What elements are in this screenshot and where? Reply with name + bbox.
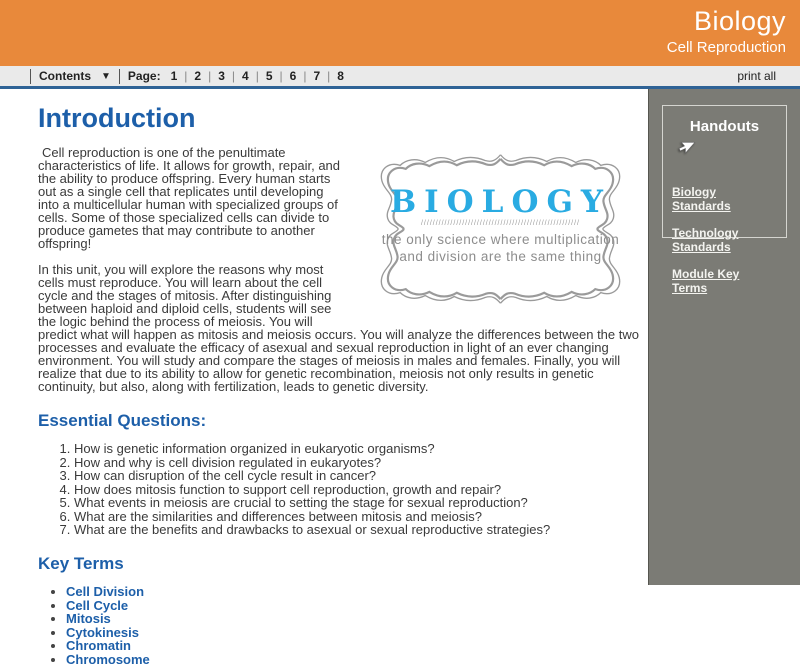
question-item: 1. How is genetic information organized in eukaryotic organisms? bbox=[74, 442, 642, 455]
list-item bbox=[66, 653, 642, 666]
badge-caption-line2: and division are the same thing bbox=[399, 249, 602, 264]
page-number-link-3[interactable]: 3 bbox=[218, 69, 225, 83]
key-terms-list bbox=[38, 585, 642, 666]
header-title: Biology bbox=[693, 6, 786, 36]
question-item: 6. What are the similarities and differences between mitosis and meiosis? bbox=[74, 510, 642, 523]
question-item: 2. How and why is cell division regulated in eukaryotes? bbox=[74, 456, 642, 469]
key-term-link-cytokinesis[interactable]: Cytokinesis bbox=[66, 624, 139, 640]
page-separator: | bbox=[184, 69, 188, 83]
key-terms-heading: Key Terms bbox=[38, 554, 124, 573]
badge-caption-line1: the only science where multiplication bbox=[381, 232, 620, 247]
nav-divider bbox=[119, 69, 120, 84]
page-number-link-1[interactable]: 1 bbox=[170, 69, 178, 83]
question-item: 5. What events in meiosis are crucial to setting the stage for sexual reproduction? bbox=[74, 496, 642, 509]
list-item bbox=[66, 612, 642, 625]
print-all-link[interactable]: print all bbox=[737, 69, 776, 83]
handouts-box bbox=[662, 105, 787, 295]
page-separator: | bbox=[327, 69, 331, 83]
badge-divider-slashes: ////////////////////////////////////////////////////// bbox=[420, 220, 581, 227]
header-subtitle: Cell Reproduction bbox=[666, 39, 786, 56]
biology-badge bbox=[359, 148, 642, 310]
intro-paragraph-1: Cell reproduction is one of the penultimate characteristics of life. It allows for growth, repair, and the ability to produce offspring. Every human starts out as a single cell that replicates until developing into a multicellular human with specialized groups of cells. Some of those specialized cells can divide to produce gametes that may contribute to another offspring! bbox=[38, 145, 341, 251]
intro-paragraph-2: In this unit, you will explore the reasons why most cells must reproduce. You will learn about the cell cycle and the stages of mitosis. After distinguishing between haploid and diploid cells, students will see the logic behind the process of meiosis. You will predict what will happen as mitosis and meiosis occurs. You will analyze the differences between the two processes and evaluate the efficacy of asexual and sexual reproduction in light of an ever changing environment. You will study and compare the stages of meiosis in males and females. Finally, you will realize that due to its ability to allow for genetic recombination, meiosis not only results in genetic continuity, but also, along with fertilization, leads to genetic diversity. bbox=[38, 262, 639, 394]
list-item bbox=[66, 639, 642, 652]
handout-link-technology-standards[interactable]: Technology Standards bbox=[672, 226, 739, 254]
main-content bbox=[0, 89, 648, 667]
key-term-link-cell-division[interactable]: Cell Division bbox=[66, 584, 145, 599]
page-separator: | bbox=[279, 69, 283, 83]
page-number-link-5[interactable]: 5 bbox=[265, 69, 273, 83]
page-number-link-8[interactable]: 8 bbox=[337, 69, 344, 83]
key-term-link-chromatin[interactable]: Chromatin bbox=[66, 638, 131, 653]
page-navbar bbox=[0, 66, 800, 89]
page-separator: | bbox=[303, 69, 307, 83]
page-number-link-2[interactable]: 2 bbox=[194, 69, 202, 83]
question-item: 3. How can disruption of the cell cycle result in cancer? bbox=[74, 469, 642, 482]
chevron-down-icon: ▼ bbox=[101, 70, 111, 82]
list-item bbox=[66, 599, 642, 612]
handout-link-biology-standards[interactable]: Biology Standards bbox=[672, 185, 731, 213]
key-term-link-cell-cycle[interactable]: Cell Cycle bbox=[66, 597, 129, 613]
handouts-sidebar bbox=[648, 89, 800, 585]
app-header bbox=[0, 0, 800, 66]
essential-questions-heading: Essential Questions: bbox=[38, 411, 207, 430]
page-separator: | bbox=[231, 69, 236, 83]
cursor-arrow-icon bbox=[678, 139, 696, 157]
contents-label: Contents bbox=[39, 69, 91, 83]
page-separator: | bbox=[208, 69, 212, 83]
page-number-link-6[interactable]: 6 bbox=[289, 69, 297, 83]
essential-questions-list bbox=[38, 442, 642, 536]
contents-dropdown-button[interactable] bbox=[39, 69, 111, 83]
list-item bbox=[66, 585, 642, 598]
handouts-heading: Handouts bbox=[689, 118, 760, 135]
handout-link-module-key-terms[interactable]: Module Key Terms bbox=[672, 267, 740, 295]
question-item: 7. What are the benefits and drawbacks to asexual or sexual reproductive strategies? bbox=[74, 523, 642, 536]
question-item: 4. How does mitosis function to support cell reproduction, growth and repair? bbox=[74, 483, 642, 496]
page-label: Page: bbox=[127, 69, 161, 83]
page-number-link-4[interactable]: 4 bbox=[242, 69, 249, 83]
key-term-link-mitosis[interactable]: Mitosis bbox=[66, 611, 111, 626]
key-term-link-chromosome[interactable]: Chromosome bbox=[66, 651, 150, 667]
list-item bbox=[66, 626, 642, 639]
page-title: Introduction bbox=[38, 103, 196, 133]
badge-title: BIOLOGY bbox=[389, 184, 612, 220]
nav-divider bbox=[30, 69, 31, 84]
badge-frame-ornament bbox=[359, 148, 642, 310]
page-number-link-7[interactable]: 7 bbox=[313, 69, 321, 83]
page-separator: | bbox=[255, 69, 259, 83]
